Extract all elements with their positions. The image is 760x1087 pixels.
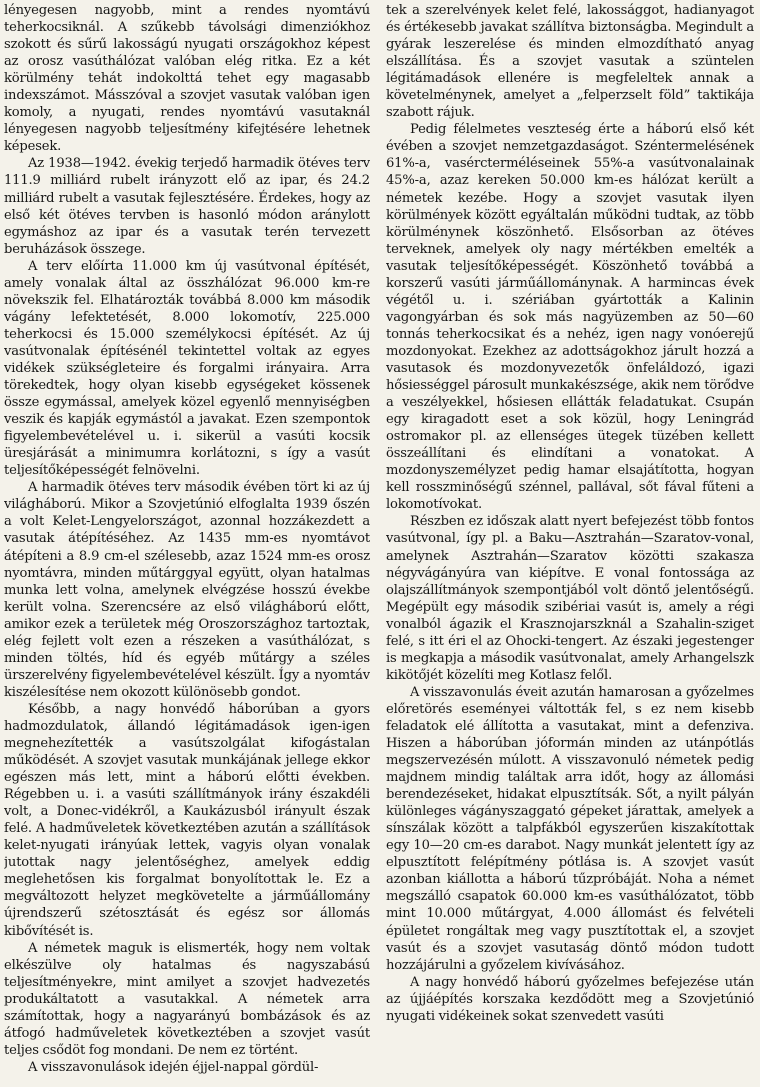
left-text-column — [4, 2, 370, 1085]
paragraph: A németek maguk is elismerték, hogy nem voltak elkészülve oly hatalmas és nagyszabású teljesítményekre, mint amilyet a szovjet hadvezetés produkáltatott a vasutakkal. A németek arra számítottak, hogy a nagyarányú bombázások és az átfogó hadműveletek következtében a szovjet vasút teljes csődöt fog mondani. De nem ez történt. — [4, 940, 370, 1058]
paragraph: Részben ez időszak alatt nyert befejezést több fontos vasútvonal, így pl. a Baku—Asztrahán—Szaratov-vonal, amelynek Asztrahán—Szaratov közötti szakasza négyvágányúra van kiépítve. E vonal fontossága az olajszállítmányok szempontjából volt döntő jelentőségű. Megépült egy második szibériai vasút is, amely a régi vonalból ágazik el Krasznojarszknál a Szahalin-sziget felé, s itt éri el az Ohocki-tengert. Az északi jegestenger is megkapja a második vasútvonalat, amely Arhangelszk kikötőjét közelíti meg Kotlasz felől. — [386, 514, 754, 683]
paragraph: A visszavonulás éveit azután hamarosan a győzelmes előretörés eseményei váltották fel, s ez nem kisebb feladatok elé állította a vasutakat, mint a defenziva. Hiszen a háborúban jóformán minden az utánpótlás megszervezésén múlott. A visszavonuló németek pedig majdnem mindig találtak arra időt, hogy az állomási berendezéseket, hidakat elpusztítsák. Sőt, a nyilt pályán különleges vágányszaggató gépeket járattak, amelyek a sínszálak között a talpfákból egyszerűen kiszakítottak egy 10—20 cm-es darabot. Nagy munkát jelentett így az elpusztított felépítmény pótlása is. A szovjet vasút azonban kiállotta a háború tűzpróbáját. Noha a német megszálló csapatok 60.000 km-es vasúthálózatot, több mint 10.000 műtárgyat, 4.000 állomást és felvételi épületet rongáltak meg vagy pusztítottak el, a szovjet vasút és a szovjet vasutaság döntő módon tudott hozzájárulni a győzelem kivívásához. — [386, 684, 754, 973]
paragraph: Pedig félelmetes veszteség érte a háború első két évében a szovjet nemzetgazdaságot. Széntermelésének 61%-a, vasércterméléseinek 55%-a vasútvonalainak 45%-a, azaz kereken 50.000 km-es hálózat került a németek kezébe. Hogy a szovjet vasutak ilyen körülmények között egyáltalán működni tudtak, az több körülménynek köszönhető. Elsősorban az ötéves terveknek, amelyek oly nagy mértékben emelték a vasutak teljesítőképességét. Köszönhető továbbá a korszerű vasúti járműállománynak. A harmincas évek végétől u. i. szériában gyártották a Kalinin vagongyárban és sok más nagyüzemben az 50—60 tonnás teherkocsikat és a nehéz, igen nagy vonóerejű mozdonyokat. Ezekhez az adottságokhoz járult hozzá a vasutasok és mozdonyvezetők önfeláldozó, igazi hősiességgel párosult munkakészsége, akik nem törődve a veszélyekkel, hősiesen ellátták feladatukat. Csupán egy kiragadott eset a sok közül, hogy Leningrád ostromakor pl. az ellenséges ütegek tüzében kellett összeállítani és elindítani a vonatokat. A mozdonyszemélyzet pedig hamar elsajátította, hogyan kell rosszminőségű szénnel, pallával, sőt fával fűteni a lokomotívokat. — [386, 122, 754, 513]
paragraph: Az 1938—1942. évekig terjedő harmadik ötéves terv 111.9 milliárd rubelt irányzott elő az ipar, és 24.2 milliárd rubelt a vasutak fejlesztésére. Érdekes, hogy az első két ötéves tervben is hasonló módon aránylott egymáshoz az ipar és a vasutak terén tervezett beruházások összege. — [4, 156, 370, 257]
column-gutter — [377, 2, 378, 1085]
paragraph: Később, a nagy honvédő háborúban a gyors hadmozdulatok, állandó légitámadások igen-igen megnehezítették a vasútszolgálat kifogástalan működését. A szovjet vasutak munkájának jellege ekkor egészen más lett, mint a háború előtti években. Régebben u. i. a vasúti szállítmányok irány északdéli volt, a Donec-vidékről, a Kaukázusból irányult észak felé. A hadműveletek következtében azután a szállítások kelet-nyugati irányúak lettek, vagyis olyan vonalak jutottak nagy jelentőséghez, amelyek eddig meglehetősen kis forgalmat bonyolítottak le. Ez a megváltozott helyzet megkövetelte a járműállomány újrendszerű szétosztását és egész sor állomás kibővítését is. — [4, 701, 370, 939]
paragraph: A terv előírta 11.000 km új vasútvonal építését, amely vonalak által az összhálózat 96.000 km-re növekszik fel. Elhatározták továbbá 8.000 km második vágány lefektetését, 8.000 lokomotív, 225.000 teherkocsi és 15.000 személykocsi építését. Az új vasútvonalak építésénél tekintettel voltak az egyes vidékek szükségleteire és forgalmi irányaira. Arra törekedtek, hogy olyan kisebb egységeket kössenek össze egymással, amelyek közel egyenlő mennyiségben veszik és kapják egymástól a javakat. Ezen szempontok figyelembevételével u. i. sikerül a vasúti kocsik üresjárását a minimumra korlátozni, s így a vasút teljesítőképességét felnövelni. — [4, 258, 370, 479]
paragraph: A harmadik ötéves terv második évében tört ki az új világháború. Mikor a Szovjetúnió elfoglalta 1939 őszén a volt Kelet-Lengyelországot, azonnal hozzákezdett a vasutak átépítéséhez. Az 1435 mm-es nyomtávot átépíteni a 8.9 cm-el szélesebb, azaz 1524 mm-es orosz nyomtávra, minden műtárggyal együtt, olyan hatalmas munka lett volna, amelynek elvégzése hosszú évekbe került volna. Szerencsére az első világháború előtt, amikor ezek a területek még Oroszországhoz tartoztak, elég fejlett volt ezen a részeken a vasúthálózat, s minden töltés, híd és egyéb műtárgy a széles ürszerelvény figyelembevételével készült. Így a nyomtáv kiszélesítése nem okozott különösebb gondot. — [4, 480, 370, 700]
paragraph: A nagy honvédő háború győzelmes befejezése után az újjáépítés korszaka kezdődött meg a Szovjetúnió nyugati vidékeinek sokat szenvedett vasúti — [386, 974, 754, 1024]
paragraph: tek a szerelvények kelet felé, lakossággot, hadianyagot és értékesebb javakat szállítva biztonságba. Megindult a gyárak leszerelése és minden elmozdítható anyag elszállítása. És a szovjet vasutak a szüntelen légitámadások ellenére is megfeleltek annak a követelménynek, amelyet a „felperzselt föld” taktikája szabott rájuk. — [386, 3, 754, 121]
right-text-column — [386, 2, 754, 1085]
paragraph: lényegesen nagyobb, mint a rendes nyomtávú teherkocsiknál. A szűkebb távolsági dimenziókhoz szokott és sűrű lakosságú nyugati országokhoz képest az orosz vasúthálózat valóban elég ritka. Ez a két körülmény tehát indokolttá tehet egy magasabb indexszámot. Másszóval a szovjet vasutak valóban igen komoly, a nyugati, rendes nyomtávú vasutaknál lényegesen nagyobb teljesítmény kifejtésére lehetnek képesek. — [4, 3, 370, 155]
paragraph: A visszavonulások idején éjjel-nappal gördül- — [28, 1059, 319, 1075]
